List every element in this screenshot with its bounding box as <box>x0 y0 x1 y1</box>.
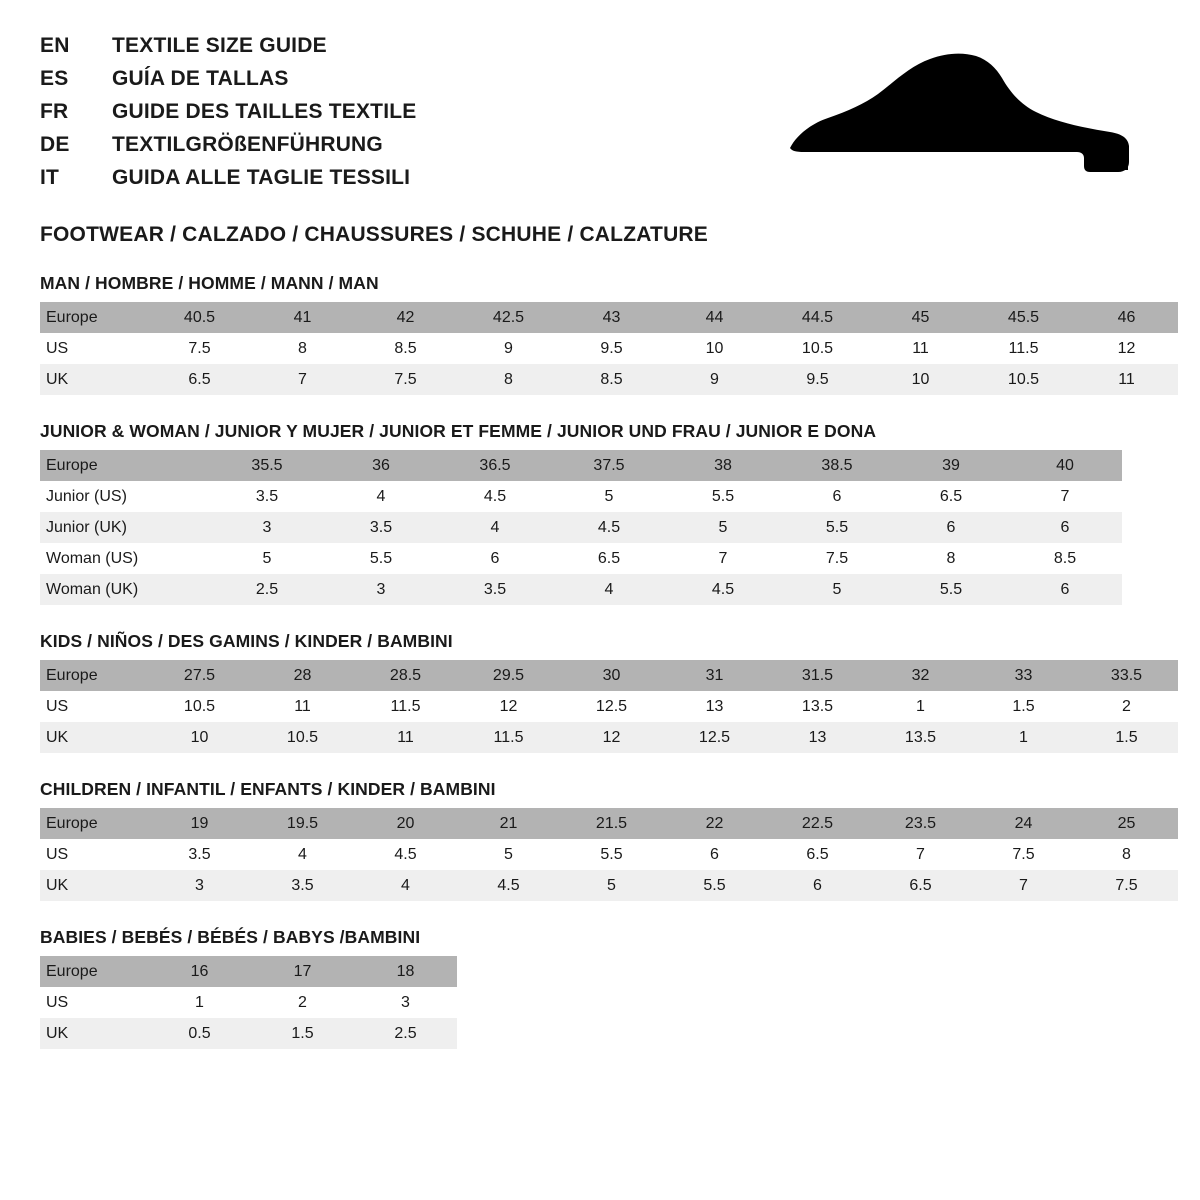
size-cell: 9.5 <box>766 364 869 395</box>
size-cell: 7 <box>251 364 354 395</box>
size-cell: 6.5 <box>766 839 869 870</box>
size-cell: 6 <box>663 839 766 870</box>
language-title: GUIDA ALLE TAGLIE TESSILI <box>112 166 411 189</box>
size-cell: 31 <box>663 660 766 691</box>
size-cell: 6.5 <box>552 543 666 574</box>
size-cell: 10 <box>869 364 972 395</box>
size-cell: 30 <box>560 660 663 691</box>
size-cell: 22.5 <box>766 808 869 839</box>
size-cell: 10 <box>663 333 766 364</box>
size-cell: 8.5 <box>1008 543 1122 574</box>
table-row <box>40 839 1178 870</box>
table-row <box>40 987 457 1018</box>
size-cell: 1.5 <box>251 1018 354 1049</box>
size-cell: 13.5 <box>869 722 972 753</box>
size-cell: 5 <box>552 481 666 512</box>
size-cell: 11.5 <box>457 722 560 753</box>
size-cell: 27.5 <box>148 660 251 691</box>
size-cell: 20 <box>354 808 457 839</box>
size-cell: 35.5 <box>210 450 324 481</box>
size-cell: 10 <box>148 722 251 753</box>
size-cell: 43 <box>560 302 663 333</box>
row-label: Europe <box>40 660 148 691</box>
size-cell: 3.5 <box>251 870 354 901</box>
size-section <box>40 927 1160 1075</box>
row-label: UK <box>40 1018 148 1049</box>
size-cell: 16 <box>148 956 251 987</box>
size-cell: 1.5 <box>1075 722 1178 753</box>
size-cell: 33 <box>972 660 1075 691</box>
size-table <box>40 956 457 1049</box>
size-cell: 24 <box>972 808 1075 839</box>
size-section <box>40 421 1160 631</box>
row-label: UK <box>40 870 148 901</box>
size-cell: 7.5 <box>354 364 457 395</box>
size-cell: 28.5 <box>354 660 457 691</box>
size-cell: 6 <box>780 481 894 512</box>
table-header-row <box>40 956 457 987</box>
row-label: US <box>40 691 148 722</box>
row-label: Woman (US) <box>40 543 210 574</box>
row-label: Junior (UK) <box>40 512 210 543</box>
size-cell: 2.5 <box>210 574 324 605</box>
table-row <box>40 512 1122 543</box>
section-title: CHILDREN / INFANTIL / ENFANTS / KINDER / BAMBINI <box>40 779 496 799</box>
size-cell: 38.5 <box>780 450 894 481</box>
size-cell: 36 <box>324 450 438 481</box>
row-label: Woman (UK) <box>40 574 210 605</box>
size-cell: 37.5 <box>552 450 666 481</box>
size-cell: 6 <box>766 870 869 901</box>
size-cell: 28 <box>251 660 354 691</box>
size-cell: 17 <box>251 956 354 987</box>
size-cell: 40 <box>1008 450 1122 481</box>
row-label: UK <box>40 722 148 753</box>
size-cell: 5 <box>457 839 560 870</box>
size-cell: 4.5 <box>354 839 457 870</box>
size-cell: 11.5 <box>354 691 457 722</box>
size-cell: 4.5 <box>552 512 666 543</box>
size-table <box>40 660 1178 753</box>
size-cell: 3.5 <box>438 574 552 605</box>
size-cell: 6.5 <box>894 481 1008 512</box>
size-cell: 6 <box>1008 574 1122 605</box>
size-cell: 8.5 <box>354 333 457 364</box>
size-cell: 5 <box>666 512 780 543</box>
size-cell: 7.5 <box>780 543 894 574</box>
size-cell: 33.5 <box>1075 660 1178 691</box>
size-cell: 21 <box>457 808 560 839</box>
size-cell: 12 <box>560 722 663 753</box>
size-cell: 7.5 <box>1075 870 1178 901</box>
size-cell: 3 <box>148 870 251 901</box>
size-cell: 11 <box>251 691 354 722</box>
size-cell: 3.5 <box>210 481 324 512</box>
row-label: Europe <box>40 450 210 481</box>
table-header-row <box>40 450 1122 481</box>
size-cell: 7 <box>666 543 780 574</box>
size-cell: 5.5 <box>324 543 438 574</box>
size-cell: 32 <box>869 660 972 691</box>
size-cell: 13 <box>766 722 869 753</box>
size-cell: 4.5 <box>457 870 560 901</box>
size-cell: 3 <box>324 574 438 605</box>
size-cell: 4.5 <box>666 574 780 605</box>
size-cell: 9 <box>457 333 560 364</box>
table-row <box>40 364 1178 395</box>
size-cell: 12 <box>457 691 560 722</box>
language-title: TEXTILE SIZE GUIDE <box>112 34 327 57</box>
size-cell: 29.5 <box>457 660 560 691</box>
size-cell: 5.5 <box>780 512 894 543</box>
language-title: GUIDE DES TAILLES TEXTILE <box>112 100 417 123</box>
size-cell: 5.5 <box>663 870 766 901</box>
size-cell: 18 <box>354 956 457 987</box>
size-table <box>40 450 1122 605</box>
size-cell: 42.5 <box>457 302 560 333</box>
row-label: Europe <box>40 956 148 987</box>
size-cell: 23.5 <box>869 808 972 839</box>
size-cell: 5.5 <box>560 839 663 870</box>
size-cell: 5 <box>210 543 324 574</box>
size-cell: 5 <box>560 870 663 901</box>
size-cell: 0.5 <box>148 1018 251 1049</box>
table-row <box>40 722 1178 753</box>
table-row <box>40 543 1122 574</box>
size-cell: 5.5 <box>666 481 780 512</box>
size-cell: 10.5 <box>972 364 1075 395</box>
language-title: GUÍA DE TALLAS <box>112 67 289 90</box>
size-cell: 4 <box>354 870 457 901</box>
size-cell: 31.5 <box>766 660 869 691</box>
page-header <box>40 34 1160 199</box>
row-label: Europe <box>40 302 148 333</box>
size-cell: 41 <box>251 302 354 333</box>
section-title: MAN / HOMBRE / HOMME / MANN / MAN <box>40 273 379 293</box>
section-title: KIDS / NIÑOS / DES GAMINS / KINDER / BAMBINI <box>40 631 453 651</box>
table-row <box>40 574 1122 605</box>
table-header-row <box>40 302 1178 333</box>
row-label: US <box>40 333 148 364</box>
size-cell: 6.5 <box>148 364 251 395</box>
language-row <box>40 133 416 166</box>
size-cell: 38 <box>666 450 780 481</box>
size-cell: 7.5 <box>972 839 1075 870</box>
size-cell: 4.5 <box>438 481 552 512</box>
size-cell: 2.5 <box>354 1018 457 1049</box>
table-row <box>40 481 1122 512</box>
dress-shoe-icon <box>790 34 1160 182</box>
language-row <box>40 100 416 133</box>
size-cell: 39 <box>894 450 1008 481</box>
size-cell: 3 <box>354 987 457 1018</box>
size-cell: 46 <box>1075 302 1178 333</box>
size-cell: 6 <box>438 543 552 574</box>
size-cell: 19 <box>148 808 251 839</box>
size-cell: 9.5 <box>560 333 663 364</box>
size-cell: 4 <box>552 574 666 605</box>
language-title: TEXTILGRÖßENFÜHRUNG <box>112 133 383 156</box>
size-cell: 1 <box>148 987 251 1018</box>
size-cell: 8 <box>894 543 1008 574</box>
size-cell: 6 <box>894 512 1008 543</box>
size-table <box>40 808 1178 901</box>
size-cell: 10.5 <box>251 722 354 753</box>
language-code: EN <box>40 34 70 57</box>
size-cell: 40.5 <box>148 302 251 333</box>
size-cell: 7 <box>869 839 972 870</box>
language-code: ES <box>40 67 69 90</box>
size-cell: 10.5 <box>766 333 869 364</box>
size-table <box>40 302 1178 395</box>
table-header-row <box>40 660 1178 691</box>
size-cell: 5.5 <box>894 574 1008 605</box>
size-cell: 7.5 <box>148 333 251 364</box>
size-cell: 25 <box>1075 808 1178 839</box>
size-tables-container <box>40 273 1160 1075</box>
size-cell: 12.5 <box>560 691 663 722</box>
size-cell: 3.5 <box>324 512 438 543</box>
size-cell: 8 <box>1075 839 1178 870</box>
size-cell: 4 <box>251 839 354 870</box>
language-code: FR <box>40 100 69 123</box>
size-cell: 6 <box>1008 512 1122 543</box>
size-cell: 45 <box>869 302 972 333</box>
table-header-row <box>40 808 1178 839</box>
size-section <box>40 631 1160 779</box>
language-title-list <box>40 34 416 199</box>
size-cell: 21.5 <box>560 808 663 839</box>
size-cell: 1.5 <box>972 691 1075 722</box>
size-cell: 44 <box>663 302 766 333</box>
size-cell: 36.5 <box>438 450 552 481</box>
size-cell: 13.5 <box>766 691 869 722</box>
table-row <box>40 691 1178 722</box>
size-cell: 2 <box>1075 691 1178 722</box>
row-label: UK <box>40 364 148 395</box>
size-cell: 11 <box>1075 364 1178 395</box>
size-section <box>40 779 1160 927</box>
size-cell: 3.5 <box>148 839 251 870</box>
size-cell: 8 <box>457 364 560 395</box>
size-cell: 7 <box>1008 481 1122 512</box>
size-cell: 13 <box>663 691 766 722</box>
row-label: Europe <box>40 808 148 839</box>
section-title: BABIES / BEBÉS / BÉBÉS / BABYS /BAMBINI <box>40 927 421 947</box>
size-cell: 6.5 <box>869 870 972 901</box>
size-cell: 10.5 <box>148 691 251 722</box>
language-code: IT <box>40 166 60 189</box>
table-row <box>40 1018 457 1049</box>
size-cell: 11 <box>869 333 972 364</box>
size-cell: 9 <box>663 364 766 395</box>
size-cell: 11.5 <box>972 333 1075 364</box>
table-row <box>40 870 1178 901</box>
size-cell: 42 <box>354 302 457 333</box>
table-row <box>40 333 1178 364</box>
language-row <box>40 34 416 67</box>
row-label: Junior (US) <box>40 481 210 512</box>
size-cell: 8.5 <box>560 364 663 395</box>
section-title: JUNIOR & WOMAN / JUNIOR Y MUJER / JUNIOR ET FEMME / JUNIOR UND FRAU / JUNIOR E DONA <box>40 421 877 441</box>
size-cell: 2 <box>251 987 354 1018</box>
size-cell: 45.5 <box>972 302 1075 333</box>
row-label: US <box>40 987 148 1018</box>
size-cell: 19.5 <box>251 808 354 839</box>
size-cell: 7 <box>972 870 1075 901</box>
row-label: US <box>40 839 148 870</box>
size-cell: 1 <box>972 722 1075 753</box>
size-cell: 12 <box>1075 333 1178 364</box>
language-row <box>40 67 416 100</box>
size-section <box>40 273 1160 421</box>
size-cell: 5 <box>780 574 894 605</box>
language-code: DE <box>40 133 70 156</box>
size-cell: 8 <box>251 333 354 364</box>
size-cell: 22 <box>663 808 766 839</box>
page-title: FOOTWEAR / CALZADO / CHAUSSURES / SCHUHE / CALZATURE <box>40 223 709 246</box>
size-cell: 4 <box>324 481 438 512</box>
size-cell: 11 <box>354 722 457 753</box>
size-cell: 12.5 <box>663 722 766 753</box>
size-cell: 44.5 <box>766 302 869 333</box>
size-cell: 3 <box>210 512 324 543</box>
size-cell: 1 <box>869 691 972 722</box>
language-row <box>40 166 416 199</box>
size-cell: 4 <box>438 512 552 543</box>
